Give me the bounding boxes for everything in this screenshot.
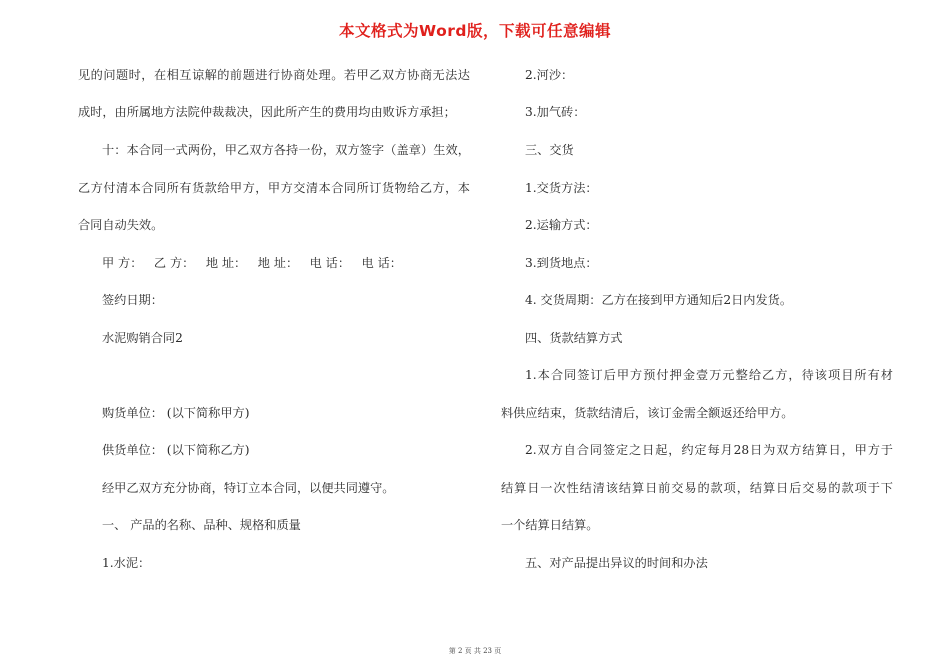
list-item: 2.河沙：	[525, 68, 574, 82]
paragraph-line: 合同自动失效。	[78, 218, 164, 232]
page-number-footer: 第 2 页 共 23 页	[448, 647, 502, 655]
list-item: 3.加气砖：	[525, 105, 586, 119]
list-item: 1.交货方法：	[525, 181, 598, 195]
address-a-label: 地 址：	[205, 256, 247, 270]
party-b-label: 乙 方：	[153, 256, 195, 270]
paragraph-line: 经甲乙双方充分协商，特订立本合同，以便共同遵守。	[102, 481, 395, 495]
party-a-label: 甲 方：	[102, 256, 143, 270]
phone-a-label: 电 话：	[309, 256, 351, 270]
paragraph-line: 见的问题时，在相互谅解的前题进行协商处理。若甲乙双方协商无法达	[78, 68, 470, 82]
section-heading: 五、对产品提出异议的时间和办法	[525, 556, 708, 570]
paragraph-line: 料供应结束，货款结清后，该订金需全额返还给甲方。	[501, 406, 794, 420]
list-item: 3.到货地点：	[525, 256, 598, 270]
paragraph-line: 一个结算日结算。	[501, 518, 599, 532]
section-heading: 四、货款结算方式	[525, 331, 623, 345]
section-heading: 一、 产品的名称、品种、规格和质量	[102, 518, 301, 532]
paragraph-line: 乙方付清本合同所有货款给甲方，甲方交清本合同所订货物给乙方，本	[78, 181, 470, 195]
paragraph-line: 十：本合同一式两份，甲乙双方各持一份，双方签字（盖章）生效，	[102, 143, 470, 157]
paragraph-line: 1.本合同签订后甲方预付押金壹万元整给乙方，待该项目所有材	[525, 368, 893, 382]
paragraph-line: 结算日一次性结清该结算日前交易的款项，结算日后交易的款项于下	[501, 481, 893, 495]
section-heading: 三、交货	[525, 143, 574, 157]
list-item: 4. 交货周期：乙方在接到甲方通知后2日内发货。	[525, 293, 793, 307]
phone-b-label: 电 话：	[361, 256, 402, 270]
list-item: 1.水泥：	[102, 556, 151, 570]
buyer-line: 购货单位： (以下简称甲方)	[102, 406, 250, 420]
word-format-banner: 本文格式为Word版，下载可任意编辑	[339, 22, 611, 40]
supplier-line: 供货单位： (以下简称乙方)	[102, 443, 250, 457]
contract-title: 水泥购销合同2	[102, 331, 183, 345]
address-b-label: 地 址：	[257, 256, 299, 270]
paragraph-line: 2.双方自合同签定之日起，约定每月28日为双方结算日，甲方于	[525, 443, 893, 457]
sign-date-line: 签约日期：	[102, 293, 163, 307]
signature-fields	[78, 256, 470, 270]
list-item: 2.运输方式：	[525, 218, 598, 232]
paragraph-line: 成时，由所属地方法院仲裁裁决，因此所产生的费用均由败诉方承担；	[78, 105, 456, 119]
